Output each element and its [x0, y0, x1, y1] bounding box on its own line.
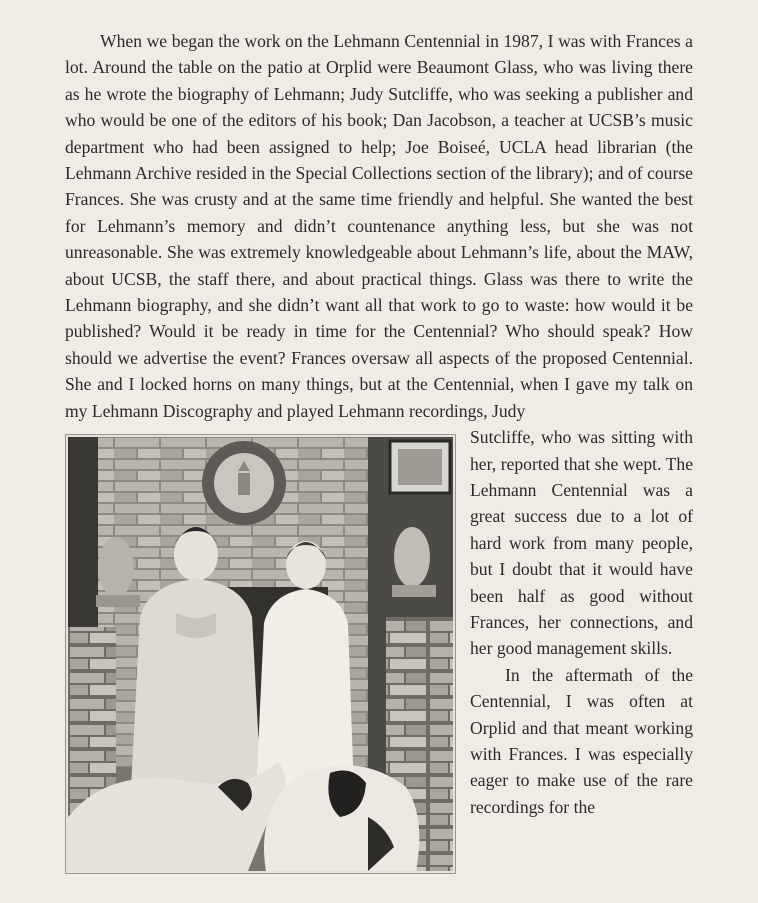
photograph-two-women-with-dogs-icon [68, 437, 453, 871]
paragraph-1-continuation: Sutcliffe, who was sitting with her, reported that she wept. The Lehmann Centennial was a great success due to a lot of hard work from many people, but I doubt that it would have been half as good without Frances, her connections, and her good management skills. [470, 427, 693, 659]
paragraph-2: In the aftermath of the Centennial, I was often at Orplid and that meant working with Frances. I was especially eager to make use of the rare recordings for the [470, 664, 693, 817]
document-page [65, 28, 693, 874]
paragraph-1: When we began the work on the Lehmann Centennial in 1987, I was with Frances a lot. Around the table on the patio at Orplid were Beaumont Glass, who was living there as he wrote the biography of Lehmann; Judy Sutcliffe, who was seeking a publisher and who would be one of the editors of his book; Dan Jacobson, a teacher at UCSB’s music department who had been assigned to help; Joe Boiseé, UCLA head librarian (the Lehmann Archive resided in the Special Collections section of the library); and of course Frances. She was crusty and at the same time friendly and helpful. She wanted the best for Lehmann’s memory and didn’t countenance anything less, but she was not unreasonable. She was extremely knowledgeable about Lehmann’s life, about the MAW, about UCSB, the staff there, and about practical things. Glass was there to write the Lehmann biography, and she didn’t want all that work to go to waste: how would it be published? Would it be ready in time for the Centennial? Who should speak? How should we advertise the event? Frances oversaw all aspects of the proposed Centennial. She and I locked horns on many things, but at the Centennial, when I gave my talk on my Lehmann Discography and played Lehmann recordings, Judy [65, 31, 693, 421]
photo-frame [65, 434, 456, 874]
